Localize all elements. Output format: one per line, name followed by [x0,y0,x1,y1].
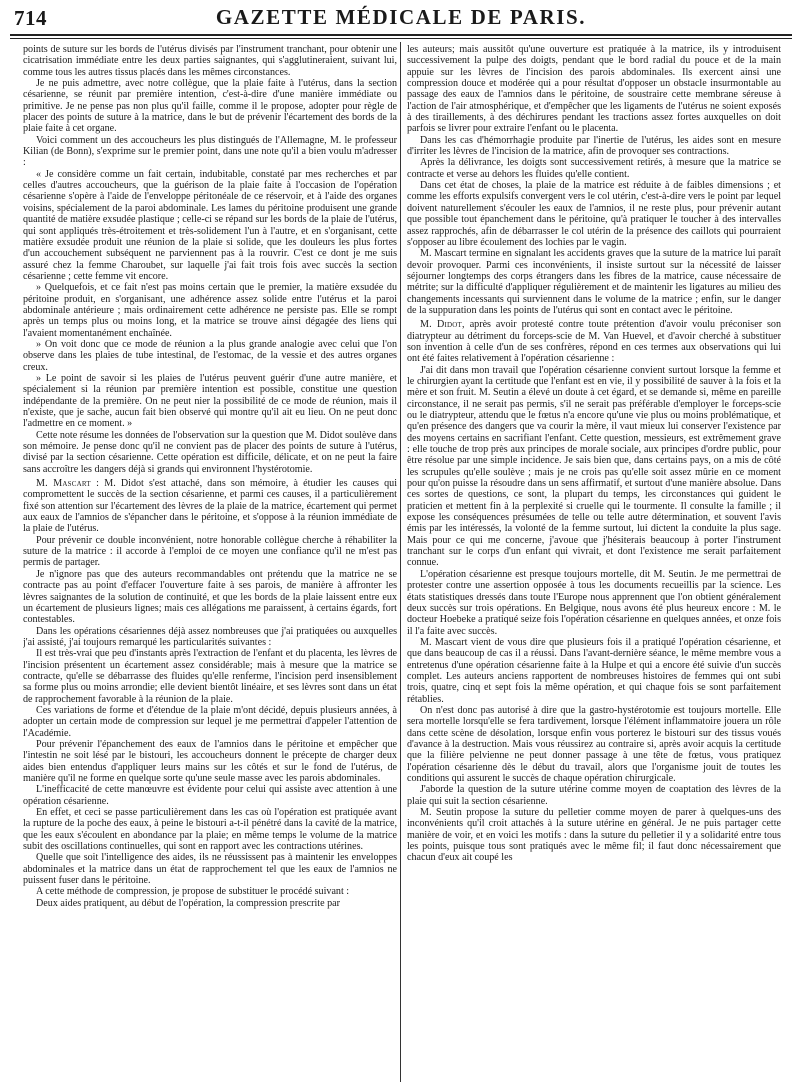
paragraph: J'aborde la question de la suture utérine comme moyen de coaptation des lèvres de la plaie qui suit la section césarienne. [407,784,781,807]
paragraph [23,478,397,535]
page-header [10,0,792,40]
paragraph: A cette méthode de compression, je propose de substituer le procédé suivant : [36,886,350,898]
header-rule-thin [10,38,792,39]
paragraph: Je n'ignore pas que des auteurs recommandables ont prétendu que la matrice ne se contracte pas au point d'effacer l'ouverture faite à ses parois, de manière à affronter les lèvres saignantes de la solution de continuité, et que les bords de la plaie laissent entre eux un écartement de plusieurs lignes; mais ces allégations me paraissent, à certains égards, fort contestables. [23,568,397,626]
paragraph: M. Seutin propose la suture du pelletier comme moyen de parer à quelques-uns des inconvénients qu'il croit attachés à la suture utérine en général. Je ne puis partager cette manière de voir, et en voici les motifs : dans la suture du pelletier il y a solidarité entre tous les points, puisque tous sont pratiqués avec le même fil; il faut donc nécessairement que chacun d'eux ait coupé les [407,807,781,864]
paragraph: points de suture sur les bords de l'utérus divisés par l'instrument tranchant, pour obtenir une cicatrisation immédiate entre les deux parties saignantes, qui s'agglutineraient, suivant lui, comme tous les autres tissus placés dans les mêmes circonstances. [23,44,397,78]
paragraph: M. Mascart vient de vous dire que plusieurs fois il a pratiqué l'opération césarienne, et que dans beaucoup de cas il a réussi. Dans l'avant-dernière séance, le même membre vous a entretenus d'une opération césarienne faite à la Hulpe et qui a encore été suivie d'un succès complet. Les auteurs anciens rapportent de nombreuses histoires de femmes qui ont subi trois, quatre, cinq et sept fois la même opération, et qui chaque fois se sont parfaitement rétablies. [407,636,781,705]
paragraph: Il est très-vrai que peu d'instants après l'extraction de l'enfant et du placenta, les lèvres de l'incision présentent un écartement assez considérable; mais à mesure que la matrice se contracte, qu'elle se débarrasse des fluides qu'elle renferme, l'incision perd insensiblement sa forme plus ou moins arrondie; elle devient bientôt linéaire, et ses lèvres sont dans un état de rapprochement favorable à la réunion de la plaie. [23,648,397,705]
paragraph: Voici comment un des accoucheurs les plus distingués de l'Allemagne, M. le professeur Kilian (de Bonn), s'exprime sur le premier point, dans une note qu'il a bien voulu m'adresser : [23,134,397,169]
paragraph: Pour prévenir l'épanchement des eaux de l'amnios dans le péritoine et empêcher que l'intestin ne soit lésé par le bistouri, les accoucheurs donnent le précepte de charger deux aides bien entendus d'appliquer leurs mains sur les côtés et sur le fond de l'utérus, de manière qu'il ne forme en quelque sorte qu'une seule masse avec les parois abdominales. [23,738,397,784]
paragraph-text: M. Didot s'est attaché, dans son mémoire, à étudier les causes qui compromettent le succès de la section césarienne, et parmi ces causes, il a particulièrement fixé son attention sur l'écartement des lèvres de la plaie de la matrice, écartement qui permet aux eaux de l'amnios de s'épancher dans le péritoine, et s'oppose à la réunion immédiate de la plaie de l'utérus. [23,478,397,535]
left-column [23,44,397,1080]
paragraph: J'ai dit dans mon travail que l'opération césarienne convient surtout lorsque la femme et le chirurgien ayant la certitude que l'enfant est en vie, il y possibilité de sauver à la fois et la mère et son fruit. M. Seutin a élevé un doute à cet égard, et se demande si, même en pareille circonstance, il ne serait pas permis, s'il ne serait pas préférable d'employer le forceps-scie ou le diatrypteur, attendu que le fœtus n'a encore qu'une vie plus ou moins problématique, et qu'en présence des dangers que va courir la mère, il vaut mieux lui conserver l'existence par des moyens certains en sacrifiant l'enfant. Cette question, messieurs, est extrêmement grave : elle touche de trop près aux principes de morale sociale, aux principes d'ordre public, pour être résolue par une simple incidence. Je sais bien que, dans certains pays, on a mis de côté les scrupules qu'elle soulève ; mais je ne crois pas qu'elle soit assez mûrie en ce moment pour qu'on puisse la résoudre dans un sens affirmatif, et surtout d'une manière absolue. Dans ces sortes de questions, ce sont, la plupart du temps, les circonstances qui guident le praticien et mettent fin à la perplexité si cruelle qui le tourmente. Il consulte la famille ; il expose les conséquences présumées de telle ou telle autre détermination, et souvent l'avis émis par les intéressés, la volonté de la femme surtout, lui dictent la conduite la plus sage. Mais pour ce qui me concerne, j'avoue que j'hésiterais beaucoup à porter l'instrument tranchant sur le corps d'un enfant qui vivrait, et dont l'existence me serait parfaitement connue. [407,364,781,569]
right-column [407,44,781,1080]
paragraph: On n'est donc pas autorisé à dire que la gastro-hystérotomie est toujours mortelle. Elle sera mortelle lorsqu'elle se fera tardivement, lorsque l'élément inflammatoire jouera un rôle dans cette scène de désolation, lorsque enfin vous porterez le bistouri sur des tissus voués d'avance à la destruction. Mais vous réussirez au contraire si, après avoir acquis la certitude que la filière pelvienne ne peut donner passage à une tête de fœtus, vous pratiquez l'opération césarienne dès le début du travail, alors que l'organisme jouit de toutes les conditions qui assurent le succès de chaque opération chirurgicale. [407,704,781,784]
paragraph: Dans les cas d'hémorrhagie produite par l'inertie de l'utérus, les aides sont en mesure d'irriter les lèvres de l'incision de la matrice, afin de provoquer ses contractions. [407,134,781,158]
paragraph: Je ne puis admettre, avec notre collègue, que la plaie faite à l'utérus, dans la section césarienne, se réunit par première intention, c'est-à-dire d'une manière immédiate ou primitive. Je ne pense pas non plus qu'il faille, comme il le propose, adopter pour règle de placer des points de suture à la matrice, dans le but de prévenir l'écartement des bords de la plaie faite à cet organe. [23,78,397,135]
column-divider [400,42,401,1082]
paragraph: M. Mascart termine en signalant les accidents graves que la suture de la matrice lui paraît devoir provoquer. Parmi ces inconvénients, il insiste surtout sur la nécessité de laisser séjourner longtemps des corps étrangers dans les fibres de la matrice, cause nécessaire de métrite; sur la difficulté d'appliquer régulièrement et de maintenir les ligatures au milieu des changements incessants qui surviennent dans le volume de la matrice ; enfin, sur le danger de la suppuration dans les points de l'utérus qui sont en contact avec le péritoine. [407,248,781,316]
paragraph: Dans cet état de choses, la plaie de la matrice est réduite à de faibles dimensions ; et comme les efforts expulsifs convergent vers le col utérin, c'est-à-dire vers le point par lequel doivent naturellement s'écouler les eaux de l'amnios, il ne reste plus, pour prévenir autant que possible tout épanchement dans le péritoine, qu'à pratiquer le toucher à des intervalles assez rapprochés, afin de débarrasser le col utérin de la présence des caillots qui pourraient s'opposer au libre écoulement des lochies par le vagin. [407,180,781,248]
page-number: 714 [14,6,47,30]
paragraph: Cette note résume les données de l'observation sur la question que M. Didot soulève dans son mémoire. Je pense donc qu'il ne convient pas de placer des points de suture à l'utérus, divisé par la section césarienne. Cette opération est difficile, délicate, et on ne peut la faire sans accroître les dangers déjà si grands qui environnent l'hystérotomie. [23,429,397,475]
paragraph: les auteurs; mais aussitôt qu'une ouverture est pratiquée à la matrice, ils y introduisent successivement la pulpe des doigts, pendant que le bord radial du pouce et de la main appuie sur les lèvres de l'incision des parois abdominales. Ils exercent ainsi une compression douce et modérée qui a pour résultat d'opposer un obstacle insurmontable au passage des eaux de l'amnios dans le péritoine, de soustraire cette membrane séreuse à l'action de l'air atmosphérique, et d'empêcher que les ligaments de l'utérus ne soient exposés à des tiraillements, à des déchirures pendant les tractions assez fortes auxquelles on doit parfois se livrer pour extraire l'enfant ou le placenta. [407,44,781,135]
paragraph: Pour prévenir ce double inconvénient, notre honorable collègue cherche à réhabiliter la suture de la matrice : il accorde à l'emploi de ce moyen une confiance qu'il ne m'est pas permis de partager. [23,534,397,569]
paragraph: L'opération césarienne est presque toujours mortelle, dit M. Seutin. Je me permettrai de protester contre une assertion opposée à tous les documents recueillis par la science. Les états statistiques dressés dans toute l'Europe nous apprennent que l'on obtient généralement deux succès sur trois opérations. En Belgique, nous avons été plus heureux encore : M. le docteur Hoebeke a pratiqué seize fois l'opération césarienne en quelques années, et onze fois il l'a faite avec succès. [407,568,781,637]
paragraph: « Je considère comme un fait certain, indubitable, constaté par mes recherches et par celles d'autres accoucheurs, que la guérison de la plaie faite à l'occasion de l'opération césarienne s'opère à l'aide de l'enveloppe péritonéale de ce réservoir, et à l'aide des organes voisins, spécialement de la paroi abdominale. Les lames du péritoine produisent une grande quantité de matière exsudée plastique ; celle-ci se répand sur les bords de la plaie de l'utérus, qui sont appliqués très-étroitement et très-solidement l'un à l'autre, et en s'organisant, cette matière exsudée produit une réunion de la plaie si solide, que les douleurs les plus fortes d'un accouchement subséquent ne parviennent pas à la rouvrir. C'est ce dont je me suis assuré chez la femme Charoubet, sur laquelle j'ai fait trois fois avec succès la section césarienne ; cette femme vit encore. [23,168,397,282]
paragraph [407,319,781,364]
speaker-name: M. Didot, [420,319,465,331]
paragraph: » Le point de savoir si les plaies de l'utérus peuvent guérir d'une autre manière, et spécialement si la réunion par première intention est possible, constitue une question indépendante de la première. On ne peut nier la possibilité de ce mode de réunion, mais il n'existe, que je sache, aucun fait bien observé qui montre qu'il ait eu lieu. On ne peut donc l'admettre en ce moment. » [23,372,397,430]
paragraph-text: après avoir protesté contre toute prétention d'avoir voulu préconiser son diatrypteur au détriment du forceps-scie de M. Van Huevel, et d'avoir cherché à substituer son invention à celle d'un de ses confrères, répond en ces termes aux observations qui lui ont été faites relativement à l'opération césarienne : [407,319,781,365]
header-rule [10,34,792,36]
paragraph: » On voit donc que ce mode de réunion a la plus grande analogie avec celui que l'on observe dans les plaies de tube intestinal, de l'estomac, de la vessie et des autres organes creux. [23,338,397,373]
paragraph: En effet, et ceci se passe particulièrement dans les cas où l'opération est pratiquée avant la rupture de la poche des eaux, à peine le bistouri a-t-il pénétré dans la cavité de la matrice, que les eaux s'écoulent en abondance par la plaie; en même temps le volume de la matrice subit des oscillations continuelles, qui sont en rapport avec les contractions utérines. [23,807,397,853]
gazette-title: GAZETTE MÉDICALE DE PARIS. [215,5,587,29]
paragraph: » Quelquefois, et ce fait n'est pas moins certain que le premier, la matière exsudée du péritoine produit, en s'organisant, une adhérence assez solide entre l'utérus et la paroi abdominale antérieure ; mais ordinairement cette adhérence ne persiste pas. Elle se rompt après un temps plus ou moins long, et la matrice se trouve ainsi dégagée des liens qui l'avaient momentanément enchaînée. [23,282,397,339]
paragraph: Quelle que soit l'intelligence des aides, ils ne réussissent pas à maintenir les enveloppes abdominales et la matrice dans un état de rapprochement tel que les eaux de l'amnios ne puissent fuser dans le péritoine. [23,852,397,887]
paragraph: Ces variations de forme et d'étendue de la plaie m'ont décidé, depuis plusieurs années, à adopter un certain mode de compression sur lequel je me permettrai d'appeler l'attention de l'Académie. [23,704,397,739]
paragraph: Deux aides pratiquent, au début de l'opération, la compression prescrite par [36,897,340,909]
paragraph: L'inefficacité de cette manœuvre est évidente pour celui qui assiste avec attention à une opération césarienne. [23,784,397,807]
speaker-name: M. Mascart : [36,478,100,490]
paragraph: Dans les opérations césariennes déjà assez nombreuses que j'ai pratiquées ou auxquelles j'ai assisté, j'ai toujours remarqué les particularités suivantes : [23,625,397,648]
paragraph: Après la délivrance, les doigts sont successivement retirés, à mesure que la matrice se contracte et verse au dehors les fluides qu'elle contient. [407,157,781,180]
